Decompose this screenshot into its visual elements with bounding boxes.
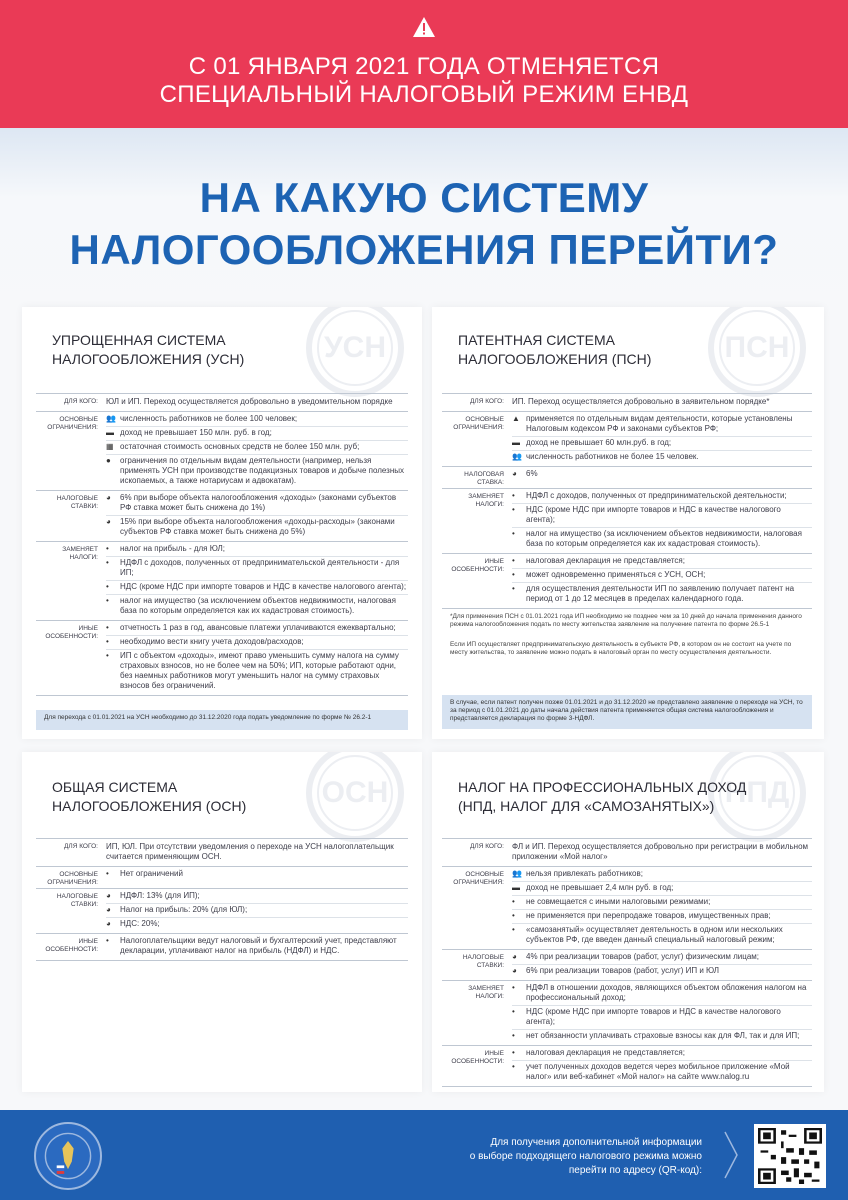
osn-row-limits [36,866,408,888]
psn-who-text: ИП. Переход осуществляется добровольно в заявительном порядке* [512,397,770,406]
bullet-icon: • [512,897,515,906]
list-item [512,924,812,947]
npd-who-label [442,839,512,866]
list-item [512,882,812,896]
qr-code-icon [758,1128,822,1184]
usn-row-limits [36,411,408,490]
npd-title [458,778,746,816]
footer [0,1110,848,1200]
osn-row-rates [36,888,408,933]
item-text: необходимо вести книгу учета доходов/расходов; [120,637,304,646]
list-item [106,622,408,636]
psn-note: В случае, если патент получен позже 01.01.2021 и до 31.12.2020 не представлено заявление о переходе на УСН, то за период с 01.01.2021 до даты начала действия патента применяется общая система налогообложения и представляется декларация по форме 3-НДФЛ. [442,695,812,729]
list-item [106,441,408,455]
people-icon: 👥 [106,414,116,423]
list-item [106,595,408,618]
npd-card [432,752,824,1092]
osn-who-text: ИП, ЮЛ. При отсутствии уведомления о переходе на УСН налогоплательщик считается применяющим ОСН. [106,842,394,861]
psn-stamp-text: ПСН [724,331,790,364]
list-item [512,982,812,1006]
item-text: НДФЛ с доходов, полученных от предпринимательской деятельности; [526,491,787,500]
usn-title-line-1: УПРОЩЕННАЯ СИСТЕМА [52,332,226,348]
psn-row-limits [442,411,812,466]
usn-row-who [36,393,408,411]
list-item [106,581,408,595]
item-text: Нет ограничений [120,869,183,878]
list-item [512,1047,812,1061]
item-text: численность работников не более 15 человек. [526,452,699,461]
label-text: НАЛОГОВАЯ [464,471,504,478]
usn-replaces-label [36,542,106,620]
item-text: НДФЛ в отношении доходов, являющихся объектом обложения налогом на профессиональный доход; [526,983,807,1002]
item-text: 6% при выборе объекта налогообложения «доходы» (законами субъектов РФ ставка может быть снижена до 1%) [120,493,397,512]
osn-rates-label [36,889,106,933]
psn-title-line-2: НАЛОГООБЛОЖЕНИЯ (ПСН) [458,351,652,367]
banner-line-2: СПЕЦИАЛЬНЫЙ НАЛОГОВЫЙ РЕЖИМ ЕНВД [159,81,689,108]
item-text: нет обязанности уплачивать страховые взносы как для ФЛ, так и для ИП; [526,1031,800,1040]
pie-chart-icon: ◕ [106,493,111,502]
pie-chart-icon: ◕ [106,905,111,914]
label-text: ИНЫЕ [484,1050,504,1057]
osn-who-label [36,839,106,866]
list-item [106,543,408,557]
list-item [106,427,408,441]
psn-rates-label [442,467,512,488]
pie-chart-icon: ◕ [512,966,517,975]
bullet-icon: • [512,1031,515,1040]
item-text: ограничения по отдельным видам деятельности (например, нельзя применять УСН при производстве подакцизных товаров и добыче полезных ископаемых, а также нотариусам и адвокатам). [120,456,404,485]
psn-row-other [442,553,812,609]
footer-line-1: Для получения дополнительной информации [490,1137,702,1148]
item-text: НДФЛ с доходов, полученных от предпринимательской деятельности - для ИП; [120,558,400,577]
npd-stamp-text: НПД [724,776,790,809]
bullet-icon: • [106,936,109,945]
item-text: НДС (кроме НДС при импорте товаров и НДС в качестве налогового агента); [526,1007,781,1026]
label-text: ОСОБЕННОСТИ: [451,1058,504,1065]
list-item [512,504,812,528]
npd-row-limits [442,866,812,949]
footer-text [430,1136,702,1178]
item-text: не применяется при перепродаже товаров, имущественных прав; [526,911,771,920]
usn-row-other [36,620,408,696]
pie-chart-icon: ◕ [512,469,517,478]
list-item [512,1006,812,1030]
bullet-icon: • [106,558,109,567]
pie-chart-icon: ◕ [106,919,111,928]
item-text: НДС (кроме НДС при импорте товаров и НДС в качестве налогового агента); [526,505,781,524]
psn-replaces-label [442,489,512,553]
bullet-icon: • [106,544,109,553]
item-text: отчетность 1 раз в год, авансовые платежи уплачиваются ежеквартально; [120,623,396,632]
people-icon: 👥 [512,869,522,878]
label-text: НАЛОГОВЫЕ [56,893,98,900]
page-title-line-1: НА КАКУЮ СИСТЕМУ [199,174,649,221]
tax-service-emblem-icon [34,1122,102,1190]
npd-rates-label [442,950,512,980]
list-item [106,868,408,886]
psn-who-label [442,394,512,411]
list-item [512,910,812,924]
item-text: 15% при выборе объекта налогообложения «доходы-расходы» (законами субъектов РФ ставка может быть снижена до 5%) [120,517,395,536]
label-text: СТАВКИ: [70,503,98,510]
pie-chart-icon: ◕ [106,891,111,900]
npd-row-who [442,838,812,866]
label-text: ОГРАНИЧЕНИЯ: [453,879,504,886]
page-title-line-2: НАЛОГООБЛОЖЕНИЯ ПЕРЕЙТИ? [69,226,779,273]
item-text: Налог на прибыль: 20% (для ЮЛ); [120,905,248,914]
list-item [512,1061,812,1084]
bullet-icon: • [512,925,515,934]
npd-row-replaces [442,980,812,1045]
label-text: ИНЫЕ [78,938,98,945]
money-icon: ▬ [106,428,114,437]
item-text: применяется по отдельным видам деятельности, которые установлены Налоговым кодексом РФ и законами субъектов РФ; [526,414,793,433]
item-text: численность работников не более 100 человек; [120,414,298,423]
item-text: 6% [526,469,538,478]
usn-rates-label [36,491,106,541]
usn-row-rates [36,490,408,541]
item-text: доход не превышает 150 млн. руб. в год; [120,428,272,437]
list-item [106,516,408,539]
bullet-icon: • [512,1007,515,1016]
footer-line-3: перейти по адресу (QR-код): [568,1165,702,1176]
list-item [106,890,408,904]
list-item [512,868,812,882]
item-text: НДС: 20%; [120,919,160,928]
label-text: ОГРАНИЧЕНИЯ: [47,879,98,886]
psn-footnote-1: *Для применения ПСН с 01.01.2021 года ИП необходимо не позднее чем за 10 дней до начала применения данного режима налогообложения подать по месту жительства заявление на получение патента по форме 26.5-1 [450,613,802,628]
money-icon: ▬ [512,438,520,447]
item-text: НДС (кроме НДС при импорте товаров и НДС в качестве налогового агента); [120,582,407,591]
item-text: доход не превышает 60 млн.руб. в год; [526,438,672,447]
item-text: 6% при реализации товаров (работ, услуг) ИП и ЮЛ [526,966,720,975]
list-item [106,636,408,650]
list-item [106,918,408,931]
usn-table [36,393,408,696]
item-text: Налогоплательщики ведут налоговый и бухгалтерский учет, представляют декларации, уплачивают налог на прибыль (НДФЛ) и НДС. [120,936,397,955]
label-text: ДЛЯ КОГО: [470,398,504,405]
list-item [106,904,408,918]
item-text: ИП с объектом «доходы», имеют право уменьшить сумму налога на сумму страховых взносов, но не более чем на 50%; ИП, которые работают одни, без наемных работников могут уменьшить налог на сумму страховых взносов без ограничений. [120,651,399,690]
label-text: ИНЫЕ [78,625,98,632]
label-text: ОСОБЕННОСТИ: [45,633,98,640]
chevron-right-icon [722,1130,740,1180]
item-text: учет полученных доходов ведется через мобильное приложение «Мой налог» или веб-кабинет «Мой налог» на сайте www.nalog.ru [526,1062,790,1081]
people-icon: 👥 [512,452,522,461]
item-text: налог на прибыль - для ЮЛ; [120,544,225,553]
item-text: может одновременно применяться с УСН, ОСН; [526,570,706,579]
label-text: ДЛЯ КОГО: [64,398,98,405]
bullet-icon: • [106,596,109,605]
psn-row-replaces [442,488,812,553]
item-text: нельзя привлекать работников; [526,869,643,878]
label-text: ОСНОВНЫЕ [465,416,504,423]
label-text: ДЛЯ КОГО: [470,843,504,850]
top-banner [0,0,848,128]
bullet-icon: • [512,491,515,500]
label-text: ОСОБЕННОСТИ: [451,566,504,573]
warning-icon [412,16,436,38]
usn-title-line-2: НАЛОГООБЛОЖЕНИЯ (УСН) [52,351,245,367]
label-text: ИНЫЕ [484,558,504,565]
usn-card [22,307,422,739]
item-text: для осуществления деятельности ИП по заявлению получает патент на период от 1 до 12 месяцев в пределах календарного года. [526,584,795,603]
osn-table [36,838,408,961]
psn-title [458,331,651,369]
list-item [512,965,812,978]
psn-stamp-icon [708,307,806,397]
list-item [512,1030,812,1043]
list-item [512,490,812,504]
osn-row-other [36,933,408,961]
bullet-icon: • [106,582,109,591]
psn-limits-label [442,412,512,466]
npd-table [442,838,812,1087]
label-text: СТАВКА: [477,479,504,486]
npd-limits-label [442,867,512,949]
item-text: налоговая декларация не представляется; [526,1048,685,1057]
list-item [106,492,408,516]
list-item [106,413,408,427]
npd-who-text: ФЛ и ИП. Переход осуществляется добровольно при регистрации в мобильном приложении «Мой налог» [512,842,809,861]
osn-card [22,752,422,1092]
list-item [512,569,812,583]
bullet-icon: • [106,651,109,660]
usn-limits-label [36,412,106,490]
psn-footnote-2: Если ИП осуществляет предпринимательскую деятельность в субъекте РФ, в котором он не состоит на учете по месту жительства, то заявление можно подать в налоговый орган по месту осуществления деятельности. [450,641,792,656]
usn-note: Для перехода с 01.01.2021 на УСН необходимо до 31.12.2020 года подать уведомление по форме № 26.2-1 [36,710,408,730]
list-item [512,583,812,606]
npd-other-label [442,1046,512,1086]
alert-icon: ● [106,456,111,465]
warning-icon: ▲ [512,414,520,423]
psn-row-rates [442,466,812,488]
bullet-icon: • [512,505,515,514]
list-item [106,455,408,488]
osn-title-line-2: НАЛОГООБЛОЖЕНИЯ (ОСН) [52,798,247,814]
list-item [106,935,408,958]
list-item [106,557,408,581]
label-text: ЗАМЕНЯЕТ [62,546,98,553]
osn-title-line-1: ОБЩАЯ СИСТЕМА [52,779,178,795]
pie-chart-icon: ◕ [512,952,517,961]
label-text: НАЛОГОВЫЕ [56,495,98,502]
usn-title [52,331,244,369]
bullet-icon: • [106,623,109,632]
qr-code[interactable] [754,1124,826,1188]
item-text: НДФЛ: 13% (для ИП); [120,891,200,900]
psn-row-who [442,393,812,411]
usn-who-text: ЮЛ и ИП. Переход осуществляется добровольно в уведомительном порядке [106,397,393,406]
list-item [106,650,408,693]
label-text: ОСНОВНЫЕ [465,871,504,878]
psn-other-label [442,554,512,608]
label-text: ОГРАНИЧЕНИЯ: [453,424,504,431]
bullet-icon: • [512,1048,515,1057]
calculator-icon: ▦ [106,442,114,451]
pie-chart-icon: ◕ [106,517,111,526]
psn-title-line-1: ПАТЕНТНАЯ СИСТЕМА [458,332,616,348]
item-text: доход не превышает 2,4 млн руб. в год; [526,883,674,892]
bullet-icon: • [512,570,515,579]
list-item [512,528,812,551]
bullet-icon: • [512,983,515,992]
npd-title-line-2: (НПД, НАЛОГ ДЛЯ «САМОЗАНЯТЫХ») [458,798,715,814]
npd-replaces-label [442,981,512,1045]
list-item [512,413,812,437]
item-text: налог на имущество (за исключением объектов недвижимости, налоговая база по которым определяется как их кадастровая стоимость). [120,596,396,615]
bullet-icon: • [106,637,109,646]
osn-title [52,778,246,816]
page-title [0,172,848,276]
label-text: ОСНОВНЫЕ [59,871,98,878]
label-text: НАЛОГИ: [475,501,504,508]
item-text: остаточная стоимость основных средств не более 150 млн. руб; [120,442,360,451]
label-text: ОСОБЕННОСТИ: [45,946,98,953]
list-item [512,468,812,486]
list-item [512,896,812,910]
npd-title-line-1: НАЛОГ НА ПРОФЕССИОНАЛЬНЫХ ДОХОД [458,779,747,795]
label-text: ОГРАНИЧЕНИЯ: [47,424,98,431]
banner-line-1: С 01 ЯНВАРЯ 2021 ГОДА ОТМЕНЯЕТСЯ [188,53,660,80]
label-text: НАЛОГИ: [69,554,98,561]
usn-who-label [36,394,106,411]
osn-stamp-icon [306,752,404,842]
psn-card [432,307,824,739]
footer-line-2: о выборе подходящего налогового режима можно [469,1151,702,1162]
osn-stamp-text: ОСН [321,776,389,809]
label-text: ЗАМЕНЯЕТ [468,985,504,992]
bullet-icon: • [512,529,515,538]
bullet-icon: • [512,1062,515,1071]
label-text: ДЛЯ КОГО: [64,843,98,850]
usn-stamp-icon [306,307,404,397]
list-item [512,555,812,569]
item-text: 4% при реализации товаров (работ, услуг) физическим лицам; [526,952,760,961]
bullet-icon: • [512,911,515,920]
osn-limits-label [36,867,106,888]
label-text: ОСНОВНЫЕ [59,416,98,423]
list-item [512,951,812,965]
list-item [512,437,812,451]
npd-row-other [442,1045,812,1087]
list-item [512,451,812,464]
label-text: СТАВКИ: [70,901,98,908]
label-text: ЗАМЕНЯЕТ [468,493,504,500]
usn-other-label [36,621,106,695]
item-text: не совмещается с иными налоговыми режимами; [526,897,711,906]
money-icon: ▬ [512,883,520,892]
usn-stamp-text: УСН [324,331,386,364]
item-text: «самозанятый» осуществляет деятельность в одном или нескольких субъектов РФ, где введен данный специальный налоговый режим; [526,925,783,944]
label-text: СТАВКИ: [476,962,504,969]
bullet-icon: • [512,584,515,593]
osn-row-who [36,838,408,866]
psn-table [442,393,812,609]
bullet-icon: • [512,556,515,565]
item-text: налоговая декларация не представляется; [526,556,685,565]
osn-other-label [36,934,106,960]
label-text: НАЛОГОВЫЕ [462,954,504,961]
usn-row-replaces [36,541,408,620]
label-text: НАЛОГИ: [475,993,504,1000]
npd-row-rates [442,949,812,980]
bullet-icon: • [106,869,109,878]
item-text: налог на имущество (за исключением объектов недвижимости, налоговая база по которым определяется как их кадастровая стоимость). [526,529,802,548]
